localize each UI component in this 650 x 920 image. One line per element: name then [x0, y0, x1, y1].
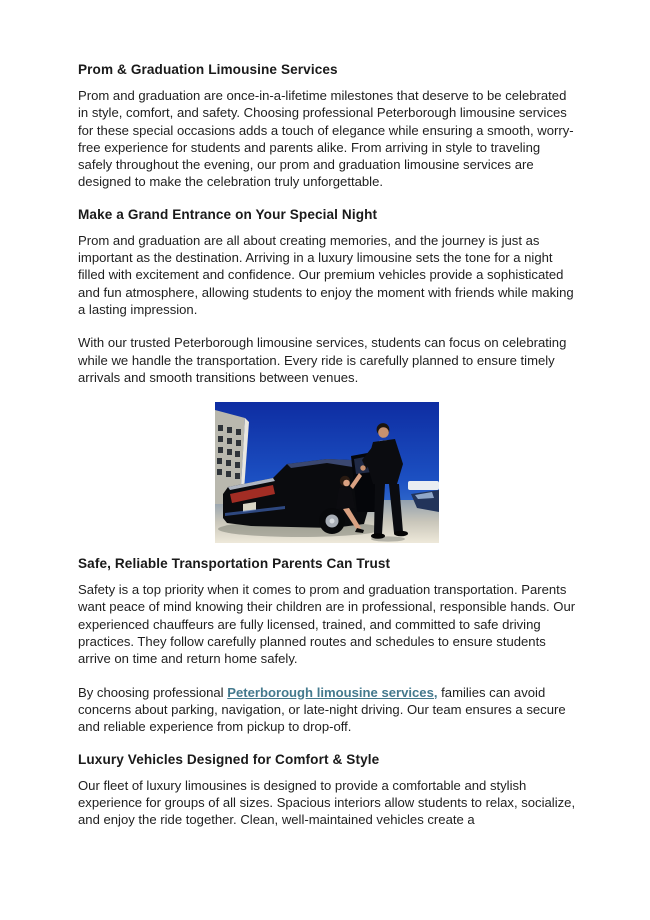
- heading-grand-entrance: Make a Grand Entrance on Your Special Night: [78, 206, 378, 222]
- limousine-photo-illustration: [215, 402, 439, 543]
- grand-entrance-paragraph-1: Prom and graduation are all about creating memories, and the journey is just as important as the destination. Arriving in a luxury limousine sets the tone for a night filled with excitement and confidence. Our premium vehicles provide a sophisticated and fun atmosphere, allowing students to enjoy the moment with friends while making a lasting impression.: [78, 232, 574, 317]
- limousine-photo: [215, 402, 439, 543]
- grand-entrance-paragraph-2: With our trusted Peterborough limousine services, students can focus on celebrating while we handle the transportation. Every ride is carefully planned to ensure timely arrivals and smooth transitions between venues.: [78, 335, 567, 385]
- link-paragraph-after: families can avoid concerns about parking, navigation, or late-night driving. Our team ensures a secure and reliable experience from pickup to drop-off.: [78, 684, 566, 735]
- link-paragraph: [78, 684, 576, 736]
- intro-paragraph: Prom and graduation are once-in-a-lifetime milestones that deserve to be celebrated in style, comfort, and safety. Choosing professional Peterborough limousine services for these special occasions adds a touch of elegance while ensuring a smooth, worry-free experience for students and parents alike. From arriving in style to traveling safely throughout the evening, our prom and graduation limousine services are designed to make the celebration truly unforgettable.: [78, 88, 574, 190]
- link-paragraph-before: By choosing professional: [78, 684, 228, 700]
- peterborough-limousine-services-link[interactable]: Peterborough limousine services,: [227, 684, 438, 700]
- article-title: Prom & Graduation Limousine Services: [78, 62, 338, 77]
- safety-paragraph: Safety is a top priority when it comes to prom and graduation transportation. Parents want peace of mind knowing their children are in professional, responsible hands. Our experienced chauffeurs are fully licensed, trained, and committed to safe driving practices. They follow carefully planned routes and schedules to ensure students arrive on time and return home safely.: [78, 582, 576, 667]
- heading-safety: Safe, Reliable Transportation Parents Can Trust: [78, 556, 391, 572]
- luxury-vehicles-paragraph: Our fleet of luxury limousines is designed to provide a comfortable and stylish experience for groups of all sizes. Spacious interiors allow students to relax, socialize, and enjoy the ride together. Clean, well-maintained vehicles create a: [78, 777, 576, 828]
- heading-luxury-vehicles: Luxury Vehicles Designed for Comfort & Style: [78, 751, 380, 767]
